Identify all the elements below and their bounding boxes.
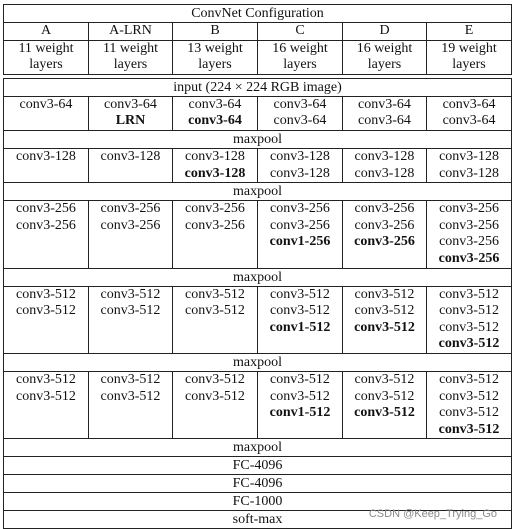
column-depth bbox=[89, 40, 173, 74]
column-depth-row bbox=[4, 40, 512, 74]
layer-label: conv3-512 bbox=[354, 286, 415, 302]
layer-cell bbox=[343, 286, 427, 353]
added-layer-label: conv1-256 bbox=[269, 234, 331, 250]
layer-cell bbox=[427, 286, 512, 353]
depth-line: 16 weight bbox=[356, 40, 413, 56]
maxpool-label-row bbox=[4, 183, 512, 201]
layer-label: conv3-512 bbox=[439, 371, 499, 387]
layer-label: conv3-256 bbox=[439, 201, 499, 217]
layer-cell bbox=[343, 201, 427, 268]
layer-label: conv3-512 bbox=[185, 286, 245, 302]
layer-label: conv3-128 bbox=[270, 148, 330, 164]
maxpool-label: maxpool bbox=[4, 353, 512, 371]
layer-cell bbox=[343, 148, 427, 182]
column-name: E bbox=[427, 23, 512, 41]
added-layer-label: LRN bbox=[115, 113, 146, 129]
column-depth bbox=[427, 40, 512, 74]
layer-cell bbox=[343, 371, 427, 438]
layer-cell bbox=[427, 371, 512, 438]
column-name: A bbox=[4, 23, 89, 41]
layer-cell bbox=[173, 148, 258, 182]
layer-label: conv3-512 bbox=[439, 319, 499, 335]
layer-label: conv3-128 bbox=[439, 148, 499, 164]
maxpool-label-row bbox=[4, 268, 512, 286]
layer-label: conv3-512 bbox=[354, 371, 415, 387]
layer-cell bbox=[4, 371, 89, 438]
layer-cell bbox=[258, 148, 343, 182]
layer-label: conv3-64 bbox=[442, 113, 496, 129]
depth-line: layers bbox=[198, 57, 232, 73]
maxpool-label: maxpool bbox=[4, 130, 512, 148]
layer-label: conv3-128 bbox=[185, 148, 245, 164]
column-name: C bbox=[258, 23, 343, 41]
layer-label: conv3-64 bbox=[188, 96, 242, 112]
depth-line: 16 weight bbox=[272, 40, 328, 56]
depth-line: 11 weight bbox=[18, 40, 74, 56]
layer-label: conv3-512 bbox=[16, 388, 76, 404]
layer-cell bbox=[343, 96, 427, 130]
layer-label: conv3-128 bbox=[354, 148, 415, 164]
column-name: A-LRN bbox=[89, 23, 173, 41]
layer-label: conv3-512 bbox=[354, 388, 415, 404]
layer-label: conv3-256 bbox=[100, 217, 161, 233]
layer-cell bbox=[173, 201, 258, 268]
tail-layer-label: soft-max bbox=[4, 511, 512, 529]
column-name: D bbox=[343, 23, 427, 41]
paper-table-figure bbox=[3, 4, 511, 529]
layer-label: conv3-64 bbox=[19, 96, 73, 112]
maxpool-label: maxpool bbox=[4, 268, 512, 286]
layer-label: conv3-256 bbox=[185, 201, 245, 217]
layer-label: conv3-256 bbox=[354, 217, 415, 233]
tail-layer-label: maxpool bbox=[4, 439, 512, 457]
layer-label: conv3-256 bbox=[354, 201, 415, 217]
layer-label: conv3-512 bbox=[439, 388, 499, 404]
layer-cell bbox=[258, 96, 343, 130]
column-depth bbox=[4, 40, 89, 74]
depth-line: layers bbox=[367, 57, 402, 73]
conv-block-row bbox=[4, 371, 512, 438]
layer-label: conv3-512 bbox=[16, 303, 76, 319]
added-layer-label: conv3-256 bbox=[438, 250, 500, 266]
convnet-configuration-table bbox=[3, 4, 512, 529]
layer-label: conv3-64 bbox=[104, 96, 157, 112]
layer-cell bbox=[89, 201, 173, 268]
layer-label: conv3-512 bbox=[100, 388, 161, 404]
layer-cell bbox=[89, 96, 173, 130]
layer-cell bbox=[4, 96, 89, 130]
layer-label: conv3-512 bbox=[185, 388, 245, 404]
column-name: B bbox=[173, 23, 258, 41]
table-title: ConvNet Configuration bbox=[4, 5, 512, 23]
depth-line: layers bbox=[113, 57, 148, 73]
layer-label: conv3-256 bbox=[16, 201, 76, 217]
layer-label: conv3-128 bbox=[16, 148, 76, 164]
layer-cell bbox=[258, 371, 343, 438]
layer-label: conv3-512 bbox=[270, 371, 330, 387]
layer-cell bbox=[4, 201, 89, 268]
layer-label: conv3-512 bbox=[439, 286, 499, 302]
layer-cell bbox=[427, 96, 512, 130]
layer-label: conv3-256 bbox=[439, 217, 499, 233]
column-depth bbox=[258, 40, 343, 74]
layer-label: conv3-64 bbox=[442, 96, 496, 112]
layer-label: conv3-256 bbox=[100, 201, 161, 217]
depth-line: 13 weight bbox=[187, 40, 243, 56]
input-label: input (224 × 224 RGB image) bbox=[4, 78, 512, 96]
layer-label: conv3-128 bbox=[354, 165, 415, 181]
layer-label: conv3-256 bbox=[16, 217, 76, 233]
added-layer-label: conv3-512 bbox=[438, 421, 500, 437]
column-depth bbox=[343, 40, 427, 74]
tail-layer-label: FC-1000 bbox=[4, 493, 512, 511]
layer-cell bbox=[173, 286, 258, 353]
layer-cell bbox=[89, 148, 173, 182]
layer-label: conv3-256 bbox=[270, 217, 330, 233]
depth-line: layers bbox=[29, 57, 63, 73]
layer-label: conv3-64 bbox=[358, 96, 411, 112]
layer-cell bbox=[173, 371, 258, 438]
maxpool-label-row bbox=[4, 353, 512, 371]
tail-layer-label-row bbox=[4, 457, 512, 475]
layer-label: conv3-64 bbox=[273, 113, 327, 129]
layer-cell bbox=[427, 201, 512, 268]
column-name-row bbox=[4, 23, 512, 41]
tail-layer-label: FC-4096 bbox=[4, 457, 512, 475]
layer-label: conv3-512 bbox=[439, 405, 499, 421]
tail-layer-label: FC-4096 bbox=[4, 475, 512, 493]
tail-layer-label-row bbox=[4, 439, 512, 457]
depth-line: 19 weight bbox=[441, 40, 497, 56]
layer-label: conv3-512 bbox=[16, 286, 76, 302]
layer-cell bbox=[427, 148, 512, 182]
added-layer-label: conv3-256 bbox=[354, 234, 415, 250]
layer-label: conv3-512 bbox=[100, 286, 161, 302]
added-layer-label: conv1-512 bbox=[269, 405, 331, 421]
layer-label: conv3-512 bbox=[100, 371, 161, 387]
added-layer-label: conv3-512 bbox=[354, 405, 415, 421]
input-label-row bbox=[4, 78, 512, 96]
layer-label: conv3-256 bbox=[270, 201, 330, 217]
column-depth bbox=[173, 40, 258, 74]
maxpool-label: maxpool bbox=[4, 183, 512, 201]
table-body bbox=[4, 5, 512, 529]
layer-label: conv3-128 bbox=[270, 165, 330, 181]
layer-cell bbox=[89, 286, 173, 353]
added-layer-label: conv3-128 bbox=[184, 165, 246, 181]
layer-cell bbox=[173, 96, 258, 130]
conv-block-row bbox=[4, 96, 512, 130]
layer-cell bbox=[258, 286, 343, 353]
layer-cell bbox=[4, 148, 89, 182]
layer-cell bbox=[89, 371, 173, 438]
conv-block-row bbox=[4, 201, 512, 268]
layer-label: conv3-64 bbox=[273, 96, 327, 112]
layer-cell bbox=[4, 286, 89, 353]
layer-label: conv3-512 bbox=[185, 303, 245, 319]
layer-label: conv3-64 bbox=[358, 113, 411, 129]
layer-label: conv3-128 bbox=[100, 148, 161, 164]
layer-label: conv3-256 bbox=[439, 234, 499, 250]
csdn-watermark: CSDN @Keep_Trying_Go bbox=[368, 508, 497, 521]
added-layer-label: conv1-512 bbox=[269, 319, 331, 335]
title-row bbox=[4, 5, 512, 23]
maxpool-label-row bbox=[4, 130, 512, 148]
layer-label: conv3-512 bbox=[439, 303, 499, 319]
added-layer-label: conv3-512 bbox=[438, 336, 500, 352]
conv-block-row bbox=[4, 286, 512, 353]
layer-label: conv3-512 bbox=[270, 303, 330, 319]
added-layer-label: conv3-512 bbox=[354, 319, 415, 335]
layer-label: conv3-512 bbox=[185, 371, 245, 387]
depth-line: layers bbox=[283, 57, 317, 73]
depth-line: layers bbox=[452, 57, 486, 73]
layer-cell bbox=[258, 201, 343, 268]
layer-label: conv3-512 bbox=[354, 303, 415, 319]
layer-label: conv3-512 bbox=[270, 286, 330, 302]
conv-block-row bbox=[4, 148, 512, 182]
layer-label: conv3-512 bbox=[100, 303, 161, 319]
tail-layer-label-row bbox=[4, 475, 512, 493]
layer-label: conv3-512 bbox=[16, 371, 76, 387]
depth-line: 11 weight bbox=[102, 40, 159, 56]
layer-label: conv3-512 bbox=[270, 388, 330, 404]
added-layer-label: conv3-64 bbox=[188, 113, 242, 129]
layer-label: conv3-256 bbox=[185, 217, 245, 233]
layer-label: conv3-128 bbox=[439, 165, 499, 181]
